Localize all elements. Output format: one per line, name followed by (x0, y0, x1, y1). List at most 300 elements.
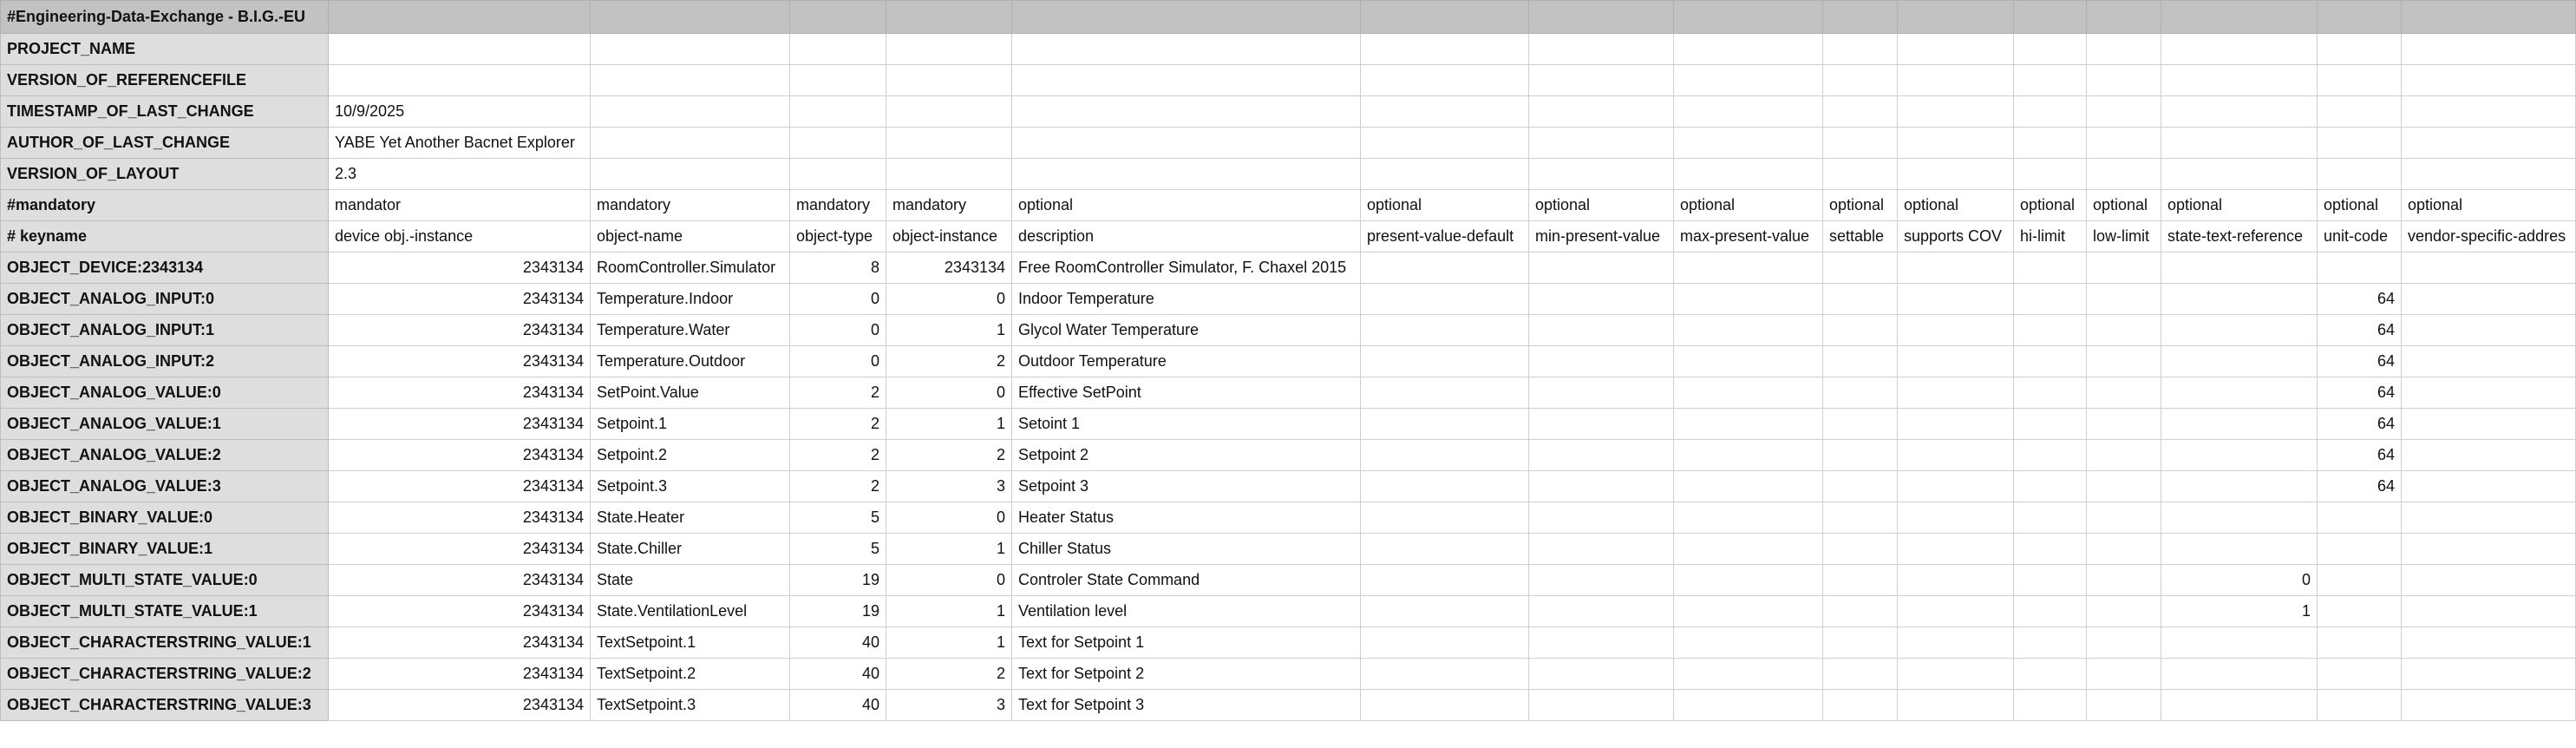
empty-cell[interactable] (2318, 159, 2402, 190)
data-cell[interactable] (1529, 284, 1674, 315)
data-cell[interactable]: 64 (2318, 409, 2402, 440)
data-cell[interactable] (2318, 627, 2402, 659)
empty-cell[interactable] (1012, 96, 1361, 128)
data-cell[interactable] (1674, 565, 1823, 596)
data-cell[interactable]: 64 (2318, 284, 2402, 315)
empty-cell[interactable] (1012, 34, 1361, 65)
data-cell[interactable]: 64 (2318, 377, 2402, 409)
empty-cell[interactable] (2318, 34, 2402, 65)
empty-cell[interactable] (886, 159, 1012, 190)
mandatory-cell[interactable]: mandatory (886, 190, 1012, 221)
data-cell[interactable] (2318, 690, 2402, 721)
meta-value[interactable] (329, 65, 591, 96)
empty-cell[interactable] (2087, 159, 2161, 190)
data-cell[interactable] (2014, 565, 2087, 596)
empty-cell[interactable] (1823, 34, 1898, 65)
column-header[interactable]: device obj.-instance (329, 221, 591, 253)
data-cell[interactable] (1529, 377, 1674, 409)
data-cell[interactable] (2014, 377, 2087, 409)
data-cell[interactable]: 5 (790, 534, 886, 565)
data-cell[interactable] (2402, 534, 2576, 565)
data-cell[interactable] (1898, 565, 2014, 596)
data-cell[interactable] (2318, 534, 2402, 565)
data-cell[interactable]: RoomController.Simulator (591, 253, 790, 284)
data-cell[interactable] (2318, 253, 2402, 284)
empty-cell[interactable] (1361, 128, 1529, 159)
data-cell[interactable]: 2343134 (329, 502, 591, 534)
row-key[interactable]: OBJECT_ANALOG_VALUE:0 (1, 377, 329, 409)
data-cell[interactable] (2161, 409, 2318, 440)
column-header[interactable]: object-name (591, 221, 790, 253)
data-cell[interactable]: 2343134 (329, 253, 591, 284)
empty-cell[interactable] (2161, 96, 2318, 128)
empty-cell[interactable] (1529, 65, 1674, 96)
data-cell[interactable] (2087, 284, 2161, 315)
data-cell[interactable]: 0 (886, 284, 1012, 315)
data-cell[interactable] (1529, 690, 1674, 721)
data-cell[interactable] (2402, 284, 2576, 315)
data-cell[interactable]: TextSetpoint.1 (591, 627, 790, 659)
data-cell[interactable] (2087, 659, 2161, 690)
column-header[interactable]: vendor-specific-addres (2402, 221, 2576, 253)
sheet-title[interactable]: #Engineering-Data-Exchange - B.I.G.-EU (1, 1, 329, 34)
empty-cell[interactable] (2161, 128, 2318, 159)
empty-cell[interactable] (2318, 1, 2402, 34)
empty-cell[interactable] (790, 65, 886, 96)
data-cell[interactable] (2402, 596, 2576, 627)
data-cell[interactable]: 2343134 (329, 440, 591, 471)
data-cell[interactable] (2014, 627, 2087, 659)
data-cell[interactable]: Free RoomController Simulator, F. Chaxel 2015 (1012, 253, 1361, 284)
data-cell[interactable]: 5 (790, 502, 886, 534)
data-cell[interactable] (1898, 284, 2014, 315)
empty-cell[interactable] (2014, 159, 2087, 190)
data-cell[interactable] (2402, 659, 2576, 690)
meta-key[interactable]: PROJECT_NAME (1, 34, 329, 65)
data-cell[interactable]: 40 (790, 690, 886, 721)
empty-cell[interactable] (1361, 65, 1529, 96)
data-cell[interactable] (1898, 690, 2014, 721)
data-cell[interactable]: 0 (790, 346, 886, 377)
row-key[interactable]: OBJECT_CHARACTERSTRING_VALUE:1 (1, 627, 329, 659)
empty-cell[interactable] (1361, 1, 1529, 34)
data-cell[interactable] (1674, 409, 1823, 440)
data-cell[interactable] (2087, 409, 2161, 440)
column-header[interactable]: max-present-value (1674, 221, 1823, 253)
data-cell[interactable] (1529, 534, 1674, 565)
data-cell[interactable] (2402, 627, 2576, 659)
data-cell[interactable] (2161, 440, 2318, 471)
data-cell[interactable] (1823, 690, 1898, 721)
empty-cell[interactable] (591, 34, 790, 65)
data-cell[interactable]: 2343134 (329, 284, 591, 315)
column-header[interactable]: unit-code (2318, 221, 2402, 253)
data-cell[interactable] (1529, 440, 1674, 471)
data-cell[interactable]: Setpoint 2 (1012, 440, 1361, 471)
empty-cell[interactable] (1012, 128, 1361, 159)
data-cell[interactable] (1898, 534, 2014, 565)
empty-cell[interactable] (2402, 128, 2576, 159)
empty-cell[interactable] (1674, 1, 1823, 34)
data-cell[interactable]: 40 (790, 627, 886, 659)
data-cell[interactable]: 0 (790, 284, 886, 315)
data-cell[interactable]: Temperature.Indoor (591, 284, 790, 315)
data-cell[interactable] (2014, 659, 2087, 690)
data-cell[interactable] (2014, 690, 2087, 721)
row-key[interactable]: OBJECT_CHARACTERSTRING_VALUE:3 (1, 690, 329, 721)
data-cell[interactable] (1529, 253, 1674, 284)
data-cell[interactable] (2087, 315, 2161, 346)
mandatory-cell[interactable]: optional (1674, 190, 1823, 221)
column-header[interactable]: state-text-reference (2161, 221, 2318, 253)
data-cell[interactable] (2161, 471, 2318, 502)
data-cell[interactable] (1823, 284, 1898, 315)
empty-cell[interactable] (2014, 65, 2087, 96)
data-cell[interactable] (2402, 502, 2576, 534)
data-cell[interactable] (1823, 346, 1898, 377)
data-cell[interactable]: 2 (886, 440, 1012, 471)
data-cell[interactable] (1823, 315, 1898, 346)
data-cell[interactable] (2161, 659, 2318, 690)
column-header[interactable]: supports COV (1898, 221, 2014, 253)
empty-cell[interactable] (1529, 96, 1674, 128)
data-cell[interactable]: 2343134 (329, 565, 591, 596)
data-cell[interactable] (1898, 596, 2014, 627)
empty-cell[interactable] (1898, 34, 2014, 65)
data-cell[interactable] (1674, 346, 1823, 377)
empty-cell[interactable] (591, 1, 790, 34)
empty-cell[interactable] (2014, 34, 2087, 65)
empty-cell[interactable] (790, 96, 886, 128)
data-cell[interactable] (1361, 534, 1529, 565)
row-key[interactable]: OBJECT_ANALOG_INPUT:2 (1, 346, 329, 377)
row-key[interactable]: OBJECT_ANALOG_VALUE:2 (1, 440, 329, 471)
data-cell[interactable]: 2343134 (886, 253, 1012, 284)
data-cell[interactable] (2402, 315, 2576, 346)
mandatory-cell[interactable]: optional (2014, 190, 2087, 221)
data-cell[interactable]: Temperature.Outdoor (591, 346, 790, 377)
data-cell[interactable] (2402, 690, 2576, 721)
data-cell[interactable] (1529, 471, 1674, 502)
data-cell[interactable]: 2343134 (329, 315, 591, 346)
data-cell[interactable]: Setpoint.2 (591, 440, 790, 471)
data-cell[interactable]: Setpoint.1 (591, 409, 790, 440)
data-cell[interactable]: Indoor Temperature (1012, 284, 1361, 315)
data-cell[interactable] (1898, 502, 2014, 534)
data-cell[interactable]: TextSetpoint.2 (591, 659, 790, 690)
data-cell[interactable] (1898, 253, 2014, 284)
mandatory-cell[interactable]: optional (1012, 190, 1361, 221)
data-cell[interactable]: 19 (790, 596, 886, 627)
data-cell[interactable] (2014, 440, 2087, 471)
column-header[interactable]: object-instance (886, 221, 1012, 253)
data-cell[interactable] (1361, 690, 1529, 721)
column-header[interactable]: hi-limit (2014, 221, 2087, 253)
empty-cell[interactable] (2087, 34, 2161, 65)
data-cell[interactable]: Glycol Water Temperature (1012, 315, 1361, 346)
data-cell[interactable]: Controler State Command (1012, 565, 1361, 596)
data-cell[interactable]: 2343134 (329, 659, 591, 690)
empty-cell[interactable] (1361, 159, 1529, 190)
row-key[interactable]: OBJECT_MULTI_STATE_VALUE:0 (1, 565, 329, 596)
data-cell[interactable] (1674, 596, 1823, 627)
data-cell[interactable] (1823, 409, 1898, 440)
data-cell[interactable] (2087, 440, 2161, 471)
column-header[interactable]: settable (1823, 221, 1898, 253)
data-cell[interactable] (2402, 565, 2576, 596)
data-cell[interactable]: 2343134 (329, 690, 591, 721)
data-cell[interactable] (1898, 315, 2014, 346)
data-cell[interactable] (1361, 315, 1529, 346)
data-cell[interactable]: Ventilation level (1012, 596, 1361, 627)
data-cell[interactable] (1674, 690, 1823, 721)
data-cell[interactable] (1361, 346, 1529, 377)
mandatory-cell[interactable]: optional (2161, 190, 2318, 221)
column-header[interactable]: description (1012, 221, 1361, 253)
data-cell[interactable] (2087, 502, 2161, 534)
data-cell[interactable] (2014, 502, 2087, 534)
data-cell[interactable] (1529, 502, 1674, 534)
empty-cell[interactable] (1529, 1, 1674, 34)
empty-cell[interactable] (1012, 1, 1361, 34)
data-cell[interactable]: 8 (790, 253, 886, 284)
data-cell[interactable]: 1 (886, 596, 1012, 627)
data-cell[interactable] (1674, 253, 1823, 284)
data-cell[interactable] (1674, 502, 1823, 534)
column-header[interactable]: low-limit (2087, 221, 2161, 253)
data-cell[interactable] (1823, 565, 1898, 596)
meta-value[interactable]: YABE Yet Another Bacnet Explorer (329, 128, 591, 159)
row-key[interactable]: OBJECT_ANALOG_INPUT:0 (1, 284, 329, 315)
column-header[interactable]: min-present-value (1529, 221, 1674, 253)
mandatory-cell[interactable]: optional (2318, 190, 2402, 221)
row-key[interactable]: OBJECT_ANALOG_VALUE:3 (1, 471, 329, 502)
empty-cell[interactable] (1674, 96, 1823, 128)
data-cell[interactable] (1898, 409, 2014, 440)
data-cell[interactable] (2014, 253, 2087, 284)
empty-cell[interactable] (591, 159, 790, 190)
data-cell[interactable] (2318, 502, 2402, 534)
row-key[interactable]: OBJECT_ANALOG_INPUT:1 (1, 315, 329, 346)
data-cell[interactable] (2087, 471, 2161, 502)
data-cell[interactable] (2161, 627, 2318, 659)
meta-value[interactable] (329, 34, 591, 65)
empty-cell[interactable] (1361, 96, 1529, 128)
data-cell[interactable]: 19 (790, 565, 886, 596)
empty-cell[interactable] (591, 128, 790, 159)
data-cell[interactable] (1898, 440, 2014, 471)
empty-cell[interactable] (329, 1, 591, 34)
data-cell[interactable] (1529, 409, 1674, 440)
data-cell[interactable]: 1 (886, 627, 1012, 659)
meta-key[interactable]: AUTHOR_OF_LAST_CHANGE (1, 128, 329, 159)
empty-cell[interactable] (2087, 65, 2161, 96)
data-cell[interactable] (2014, 284, 2087, 315)
data-cell[interactable] (2014, 596, 2087, 627)
empty-cell[interactable] (1674, 34, 1823, 65)
empty-cell[interactable] (790, 159, 886, 190)
data-cell[interactable]: 64 (2318, 315, 2402, 346)
data-cell[interactable] (2318, 596, 2402, 627)
data-cell[interactable] (2014, 534, 2087, 565)
data-cell[interactable] (1674, 534, 1823, 565)
meta-key[interactable]: VERSION_OF_LAYOUT (1, 159, 329, 190)
empty-cell[interactable] (591, 65, 790, 96)
data-cell[interactable] (1823, 596, 1898, 627)
data-cell[interactable]: Setpoint 3 (1012, 471, 1361, 502)
empty-cell[interactable] (1012, 65, 1361, 96)
empty-cell[interactable] (2087, 128, 2161, 159)
data-cell[interactable] (1898, 627, 2014, 659)
data-cell[interactable]: 1 (2161, 596, 2318, 627)
data-cell[interactable] (1898, 471, 2014, 502)
data-cell[interactable] (1361, 284, 1529, 315)
data-cell[interactable]: 0 (886, 565, 1012, 596)
data-cell[interactable]: 1 (886, 534, 1012, 565)
data-cell[interactable] (1361, 502, 1529, 534)
row-key[interactable]: OBJECT_ANALOG_VALUE:1 (1, 409, 329, 440)
data-cell[interactable] (1823, 502, 1898, 534)
meta-value[interactable]: 10/9/2025 (329, 96, 591, 128)
mandatory-cell[interactable]: mandatory (591, 190, 790, 221)
data-cell[interactable] (1898, 377, 2014, 409)
empty-cell[interactable] (2087, 96, 2161, 128)
row-key[interactable]: OBJECT_BINARY_VALUE:0 (1, 502, 329, 534)
data-cell[interactable]: 2 (790, 440, 886, 471)
data-cell[interactable]: 0 (886, 502, 1012, 534)
data-cell[interactable]: 2343134 (329, 596, 591, 627)
data-cell[interactable] (1361, 253, 1529, 284)
empty-cell[interactable] (1823, 65, 1898, 96)
empty-cell[interactable] (886, 96, 1012, 128)
empty-cell[interactable] (2014, 96, 2087, 128)
data-cell[interactable]: State (591, 565, 790, 596)
data-cell[interactable]: Text for Setpoint 1 (1012, 627, 1361, 659)
data-cell[interactable] (1361, 440, 1529, 471)
data-cell[interactable] (2402, 440, 2576, 471)
data-cell[interactable] (2402, 409, 2576, 440)
data-cell[interactable]: 64 (2318, 471, 2402, 502)
empty-cell[interactable] (2402, 1, 2576, 34)
mandatory-cell[interactable]: optional (2087, 190, 2161, 221)
data-cell[interactable] (2087, 253, 2161, 284)
mandatory-cell[interactable]: mandator (329, 190, 591, 221)
data-cell[interactable] (1823, 377, 1898, 409)
data-cell[interactable] (1898, 346, 2014, 377)
data-cell[interactable]: 1 (886, 315, 1012, 346)
data-cell[interactable] (1674, 471, 1823, 502)
data-cell[interactable] (1823, 471, 1898, 502)
data-cell[interactable] (2402, 377, 2576, 409)
empty-cell[interactable] (1823, 159, 1898, 190)
data-cell[interactable] (1361, 596, 1529, 627)
data-cell[interactable]: 2343134 (329, 471, 591, 502)
data-cell[interactable]: State.Chiller (591, 534, 790, 565)
data-cell[interactable] (2014, 315, 2087, 346)
mandatory-cell[interactable]: mandatory (790, 190, 886, 221)
empty-cell[interactable] (2318, 65, 2402, 96)
data-cell[interactable] (1529, 627, 1674, 659)
data-cell[interactable] (1823, 534, 1898, 565)
empty-cell[interactable] (2014, 128, 2087, 159)
empty-cell[interactable] (2402, 34, 2576, 65)
empty-cell[interactable] (2087, 1, 2161, 34)
data-cell[interactable]: Text for Setpoint 3 (1012, 690, 1361, 721)
data-cell[interactable]: 2343134 (329, 346, 591, 377)
data-cell[interactable] (2318, 659, 2402, 690)
mandatory-cell[interactable]: optional (2402, 190, 2576, 221)
keyname-header[interactable]: # keyname (1, 221, 329, 253)
data-cell[interactable] (2402, 346, 2576, 377)
data-cell[interactable] (1361, 377, 1529, 409)
data-cell[interactable]: 2343134 (329, 377, 591, 409)
data-cell[interactable] (2161, 315, 2318, 346)
data-cell[interactable] (2014, 471, 2087, 502)
data-cell[interactable] (2014, 346, 2087, 377)
data-cell[interactable]: SetPoint.Value (591, 377, 790, 409)
data-cell[interactable] (1674, 659, 1823, 690)
meta-key[interactable]: TIMESTAMP_OF_LAST_CHANGE (1, 96, 329, 128)
empty-cell[interactable] (790, 1, 886, 34)
data-cell[interactable] (2161, 690, 2318, 721)
empty-cell[interactable] (2402, 159, 2576, 190)
data-cell[interactable] (2161, 502, 2318, 534)
data-cell[interactable]: 2 (790, 377, 886, 409)
empty-cell[interactable] (2318, 128, 2402, 159)
data-cell[interactable] (1529, 346, 1674, 377)
column-header[interactable]: present-value-default (1361, 221, 1529, 253)
empty-cell[interactable] (1823, 128, 1898, 159)
row-key[interactable]: OBJECT_CHARACTERSTRING_VALUE:2 (1, 659, 329, 690)
empty-cell[interactable] (1898, 128, 2014, 159)
empty-cell[interactable] (1898, 65, 2014, 96)
row-key[interactable]: OBJECT_BINARY_VALUE:1 (1, 534, 329, 565)
empty-cell[interactable] (1674, 65, 1823, 96)
mandatory-cell[interactable]: optional (1898, 190, 2014, 221)
mandatory-cell[interactable]: optional (1361, 190, 1529, 221)
empty-cell[interactable] (886, 34, 1012, 65)
data-cell[interactable]: 40 (790, 659, 886, 690)
data-cell[interactable]: 3 (886, 690, 1012, 721)
data-cell[interactable]: Effective SetPoint (1012, 377, 1361, 409)
data-cell[interactable]: Setoint 1 (1012, 409, 1361, 440)
data-cell[interactable]: Text for Setpoint 2 (1012, 659, 1361, 690)
data-cell[interactable]: 2343134 (329, 409, 591, 440)
data-cell[interactable] (2402, 253, 2576, 284)
data-cell[interactable]: 2 (790, 471, 886, 502)
data-cell[interactable]: State.VentilationLevel (591, 596, 790, 627)
data-cell[interactable] (1823, 253, 1898, 284)
data-cell[interactable] (2087, 534, 2161, 565)
data-cell[interactable] (1529, 565, 1674, 596)
empty-cell[interactable] (1898, 1, 2014, 34)
empty-cell[interactable] (1529, 34, 1674, 65)
data-cell[interactable] (1898, 659, 2014, 690)
data-cell[interactable]: 1 (886, 409, 1012, 440)
data-cell[interactable] (1361, 627, 1529, 659)
data-cell[interactable] (2014, 409, 2087, 440)
data-cell[interactable]: 2 (790, 409, 886, 440)
empty-cell[interactable] (2402, 96, 2576, 128)
data-cell[interactable]: 2343134 (329, 627, 591, 659)
data-cell[interactable] (1361, 565, 1529, 596)
empty-cell[interactable] (886, 128, 1012, 159)
data-cell[interactable] (2087, 377, 2161, 409)
empty-cell[interactable] (2161, 159, 2318, 190)
data-cell[interactable] (1674, 627, 1823, 659)
column-header[interactable]: object-type (790, 221, 886, 253)
data-cell[interactable]: 2 (886, 659, 1012, 690)
